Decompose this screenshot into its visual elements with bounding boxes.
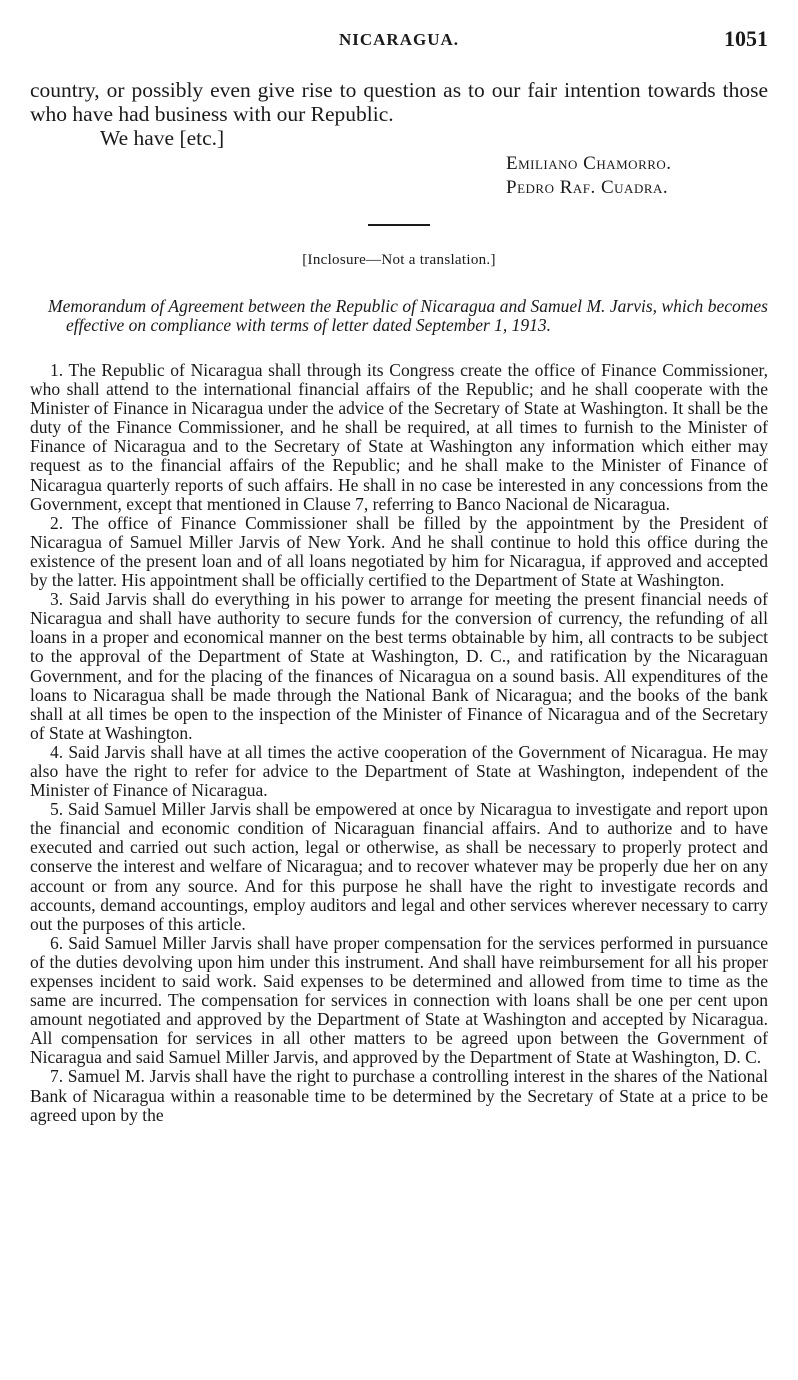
clause-paragraph: 6. Said Samuel Miller Jarvis shall have proper compensation for the services performed in pursuance of the duties devolving upon him under this instrument. And shall have reimbursement for all his proper expenses incident to said work. Said expenses to be determined and allowed from time to time as the same are incurred. The compensation for services in connection with loans shall be one per cent upon amount negotiated and approved by the Department of State at Washington and accepted by Nicaragua. All compensation for services in all other matters to be agreed upon between the Government of Nicaragua and said Samuel Miller Jarvis, and approved by the Department of State at Washington, D. C. bbox=[30, 932, 768, 1068]
section-divider bbox=[368, 224, 430, 226]
inclosure-label: [Inclosure—Not a translation.] bbox=[302, 252, 496, 268]
running-title: NICARAGUA. bbox=[338, 30, 460, 49]
running-head bbox=[30, 26, 768, 56]
signatory-name: Emiliano Chamorro. bbox=[506, 153, 672, 174]
clause-list bbox=[30, 361, 768, 1125]
document-page bbox=[30, 26, 768, 1125]
clause-paragraph: 3. Said Jarvis shall do everything in his power to arrange for meeting the present financial needs of Nicaragua and shall have authority to secure funds for the conversion of currency, the refunding of all loans in a proper and economical manner on the best terms obtainable by him, all contracts to be subject to the approval of the Department of State at Washington, D. C., and ratification by the Nicaraguan Government, and for the placing of the finances of Nicaragua on a sound basis. All expenditures of the loans to Nicaragua shall be made through the National Bank of Nicaragua; and the books of the bank shall at all times be open to the inspection of the Minister of Finance of Nicaragua and of the Secretary of State at Washington. bbox=[30, 589, 768, 743]
signatory-name: Pedro Raf. Cuadra. bbox=[506, 177, 669, 198]
page-number: 1051 bbox=[724, 26, 768, 51]
closing-line: We have [etc.] bbox=[100, 126, 225, 150]
lead-paragraph: country, or possibly even give rise to question as to our fair intention towards those who have had business with our Republic. bbox=[30, 78, 768, 126]
clause-paragraph: 5. Said Samuel Miller Jarvis shall be empowered at once by Nicaragua to investigate and report upon the financial and economic condition of Nicaraguan financial affairs. And to authorize and to have executed and carried out such action, legal or otherwise, as shall be necessary to properly protect and conserve the interest and welfare of Nicaragua; and to recover whatever may be properly due her on any account or from any source. And for this purpose he shall have the right to investigate records and accounts, demand accountings, employ auditors and legal and other services wherever necessary to carry out the purposes of this article. bbox=[30, 799, 768, 934]
signature-block bbox=[506, 152, 768, 200]
clause-paragraph: 2. The office of Finance Commissioner shall be filled by the appointment by the President of Nicaragua of Samuel Miller Jarvis of New York. And he shall continue to hold this office during the existence of the present loan and of all loans negotiated by him for Nicaragua, if approved and accepted by the latter. His appointment shall be officially certified to the Department of State at Washington. bbox=[30, 512, 768, 591]
clause-paragraph: 1. The Republic of Nicaragua shall through its Congress create the office of Finance Commissioner, who shall attend to the international financial affairs of the Republic; and he shall cooperate with the Minister of Finance in Nicaragua under the advice of the Secretary of State at Washington. It shall be the duty of the Finance Commissioner, and he shall be required, at all times to furnish to the Minister of Finance of Nicaragua and to the Secretary of State at Washington any information which either may request as to the financial affairs of the Republic; and he shall make to the Minister of Finance of Nicaragua quarterly reports of such affairs. He shall in no case be interested in any concessions from the Government, except that mentioned in Clause 7, referring to Banco Nacional de Nicaragua. bbox=[30, 360, 768, 514]
clause-paragraph: 4. Said Jarvis shall have at all times the active cooperation of the Government of Nicaragua. He may also have the right to refer for advice to the Department of State at Washington, independent of the Minister of Finance of Nicaragua. bbox=[30, 741, 768, 801]
memorandum-title: Memorandum of Agreement between the Republic of Nicaragua and Samuel M. Jarvis, which becomes effective on compliance with terms of letter dated September 1, 1913. bbox=[48, 296, 768, 335]
clause-paragraph: 7. Samuel M. Jarvis shall have the right to purchase a controlling interest in the shares of the National Bank of Nicaragua within a reasonable time to be determined by the Secretary of State at a price to be agreed upon by the bbox=[30, 1066, 768, 1125]
